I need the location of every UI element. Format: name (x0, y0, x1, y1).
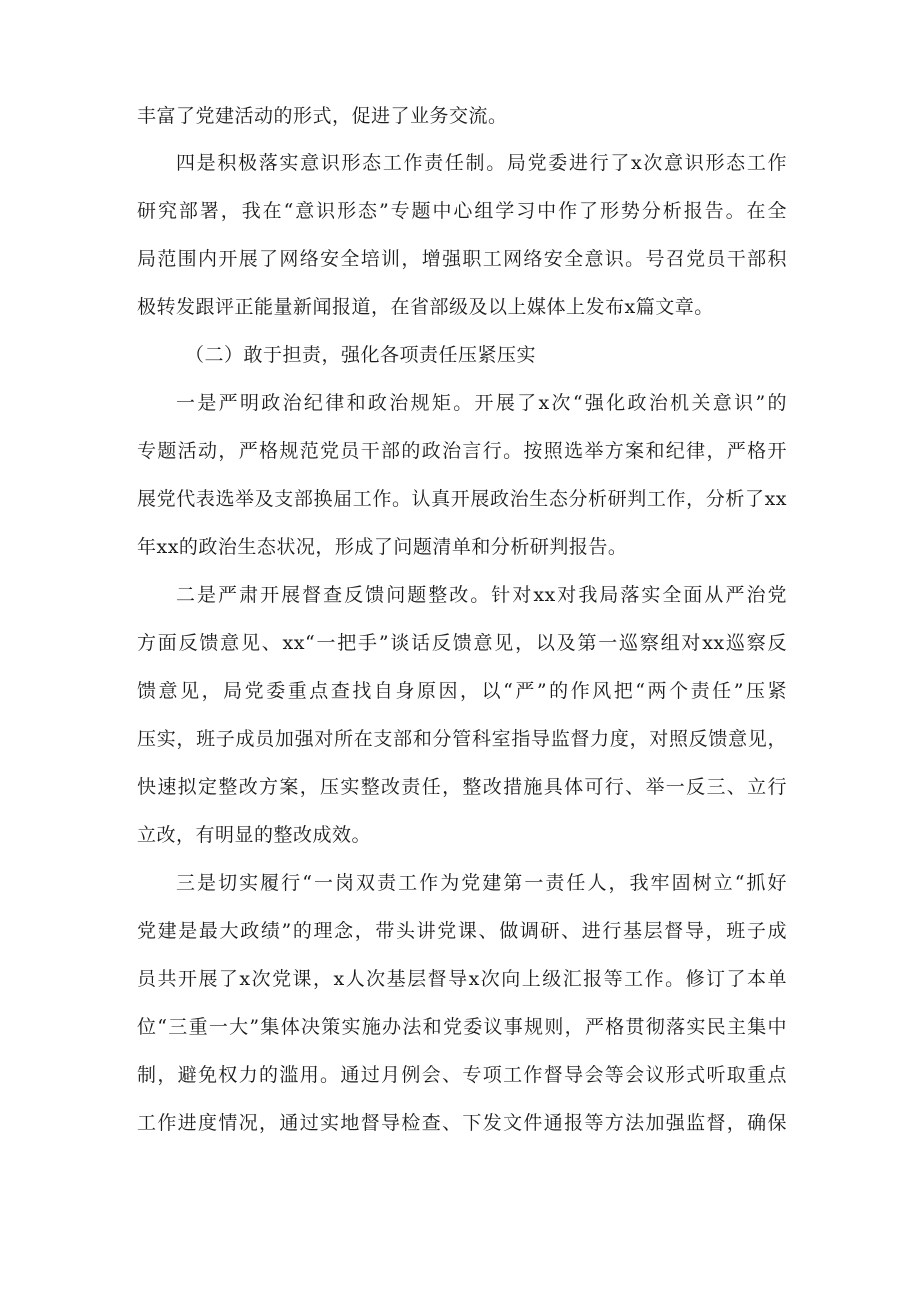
paragraph-line: 员共开展了x次党课，x人次基层督导x次向上级汇报等工作。修订了本单 (137, 968, 787, 990)
paragraph-line: 展党代表选举及支部换届工作。认真开展政治生态分析研判工作，分析了xx (137, 488, 787, 510)
paragraph-line: 极转发跟评正能量新闻报道，在省部级及以上媒体上发布x篇文章。 (137, 296, 714, 318)
paragraph-line: 二是严肃开展督查反馈问题整改。针对xx对我局落实全面从严治党 (176, 584, 787, 606)
paragraph-line: 四是积极落实意识形态工作责任制。局党委进行了x次意识形态工作 (176, 152, 787, 174)
paragraph-line: 专题活动，严格规范党员干部的政治言行。按照选举方案和纪律，严格开 (137, 440, 787, 462)
paragraph-line: 一是严明政治纪律和政治规矩。开展了x次“强化政治机关意识”的 (176, 392, 787, 414)
paragraph-line: 压实，班子成员加强对所在支部和分管科室指导监督力度，对照反馈意见， (137, 728, 787, 750)
paragraph-line: 研究部署，我在“意识形态”专题中心组学习中作了形势分析报告。在全 (137, 200, 787, 222)
paragraph-line: 馈意见，局党委重点查找自身原因，以“严”的作风把“两个责任”压紧 (137, 680, 787, 702)
paragraph-line: 党建是最大政绩”的理念，带头讲党课、做调研、进行基层督导，班子成 (137, 920, 787, 942)
paragraph-line: 年xx的政治生态状况，形成了问题清单和分析研判报告。 (137, 536, 628, 558)
paragraph-line: 方面反馈意见、xx“一把手”谈话反馈意见，以及第一巡察组对xx巡察反 (137, 632, 787, 654)
paragraph-line: 制，避免权力的滥用。通过月例会、专项工作督导会等会议形式听取重点 (137, 1064, 787, 1086)
paragraph-line: 丰富了党建活动的形式，促进了业务交流。 (137, 105, 508, 127)
section-heading: （二）敢于担责，强化各项责任压紧压实 (185, 344, 537, 366)
paragraph-line: 局范围内开展了网络安全培训，增强职工网络安全意识。号召党员干部积 (137, 248, 787, 270)
paragraph-line: 位“三重一大”集体决策实施办法和党委议事规则，严格贯彻落实民主集中 (137, 1016, 787, 1038)
paragraph-line: 快速拟定整改方案，压实整改责任，整改措施具体可行、举一反三、立行 (137, 776, 787, 798)
paragraph-line: 三是切实履行“一岗双责工作为党建第一责任人，我牢固树立“抓好 (176, 872, 787, 894)
paragraph-line: 立改，有明显的整改成效。 (137, 824, 372, 846)
paragraph-line: 工作进度情况，通过实地督导检查、下发文件通报等方法加强监督，确保 (137, 1112, 787, 1134)
